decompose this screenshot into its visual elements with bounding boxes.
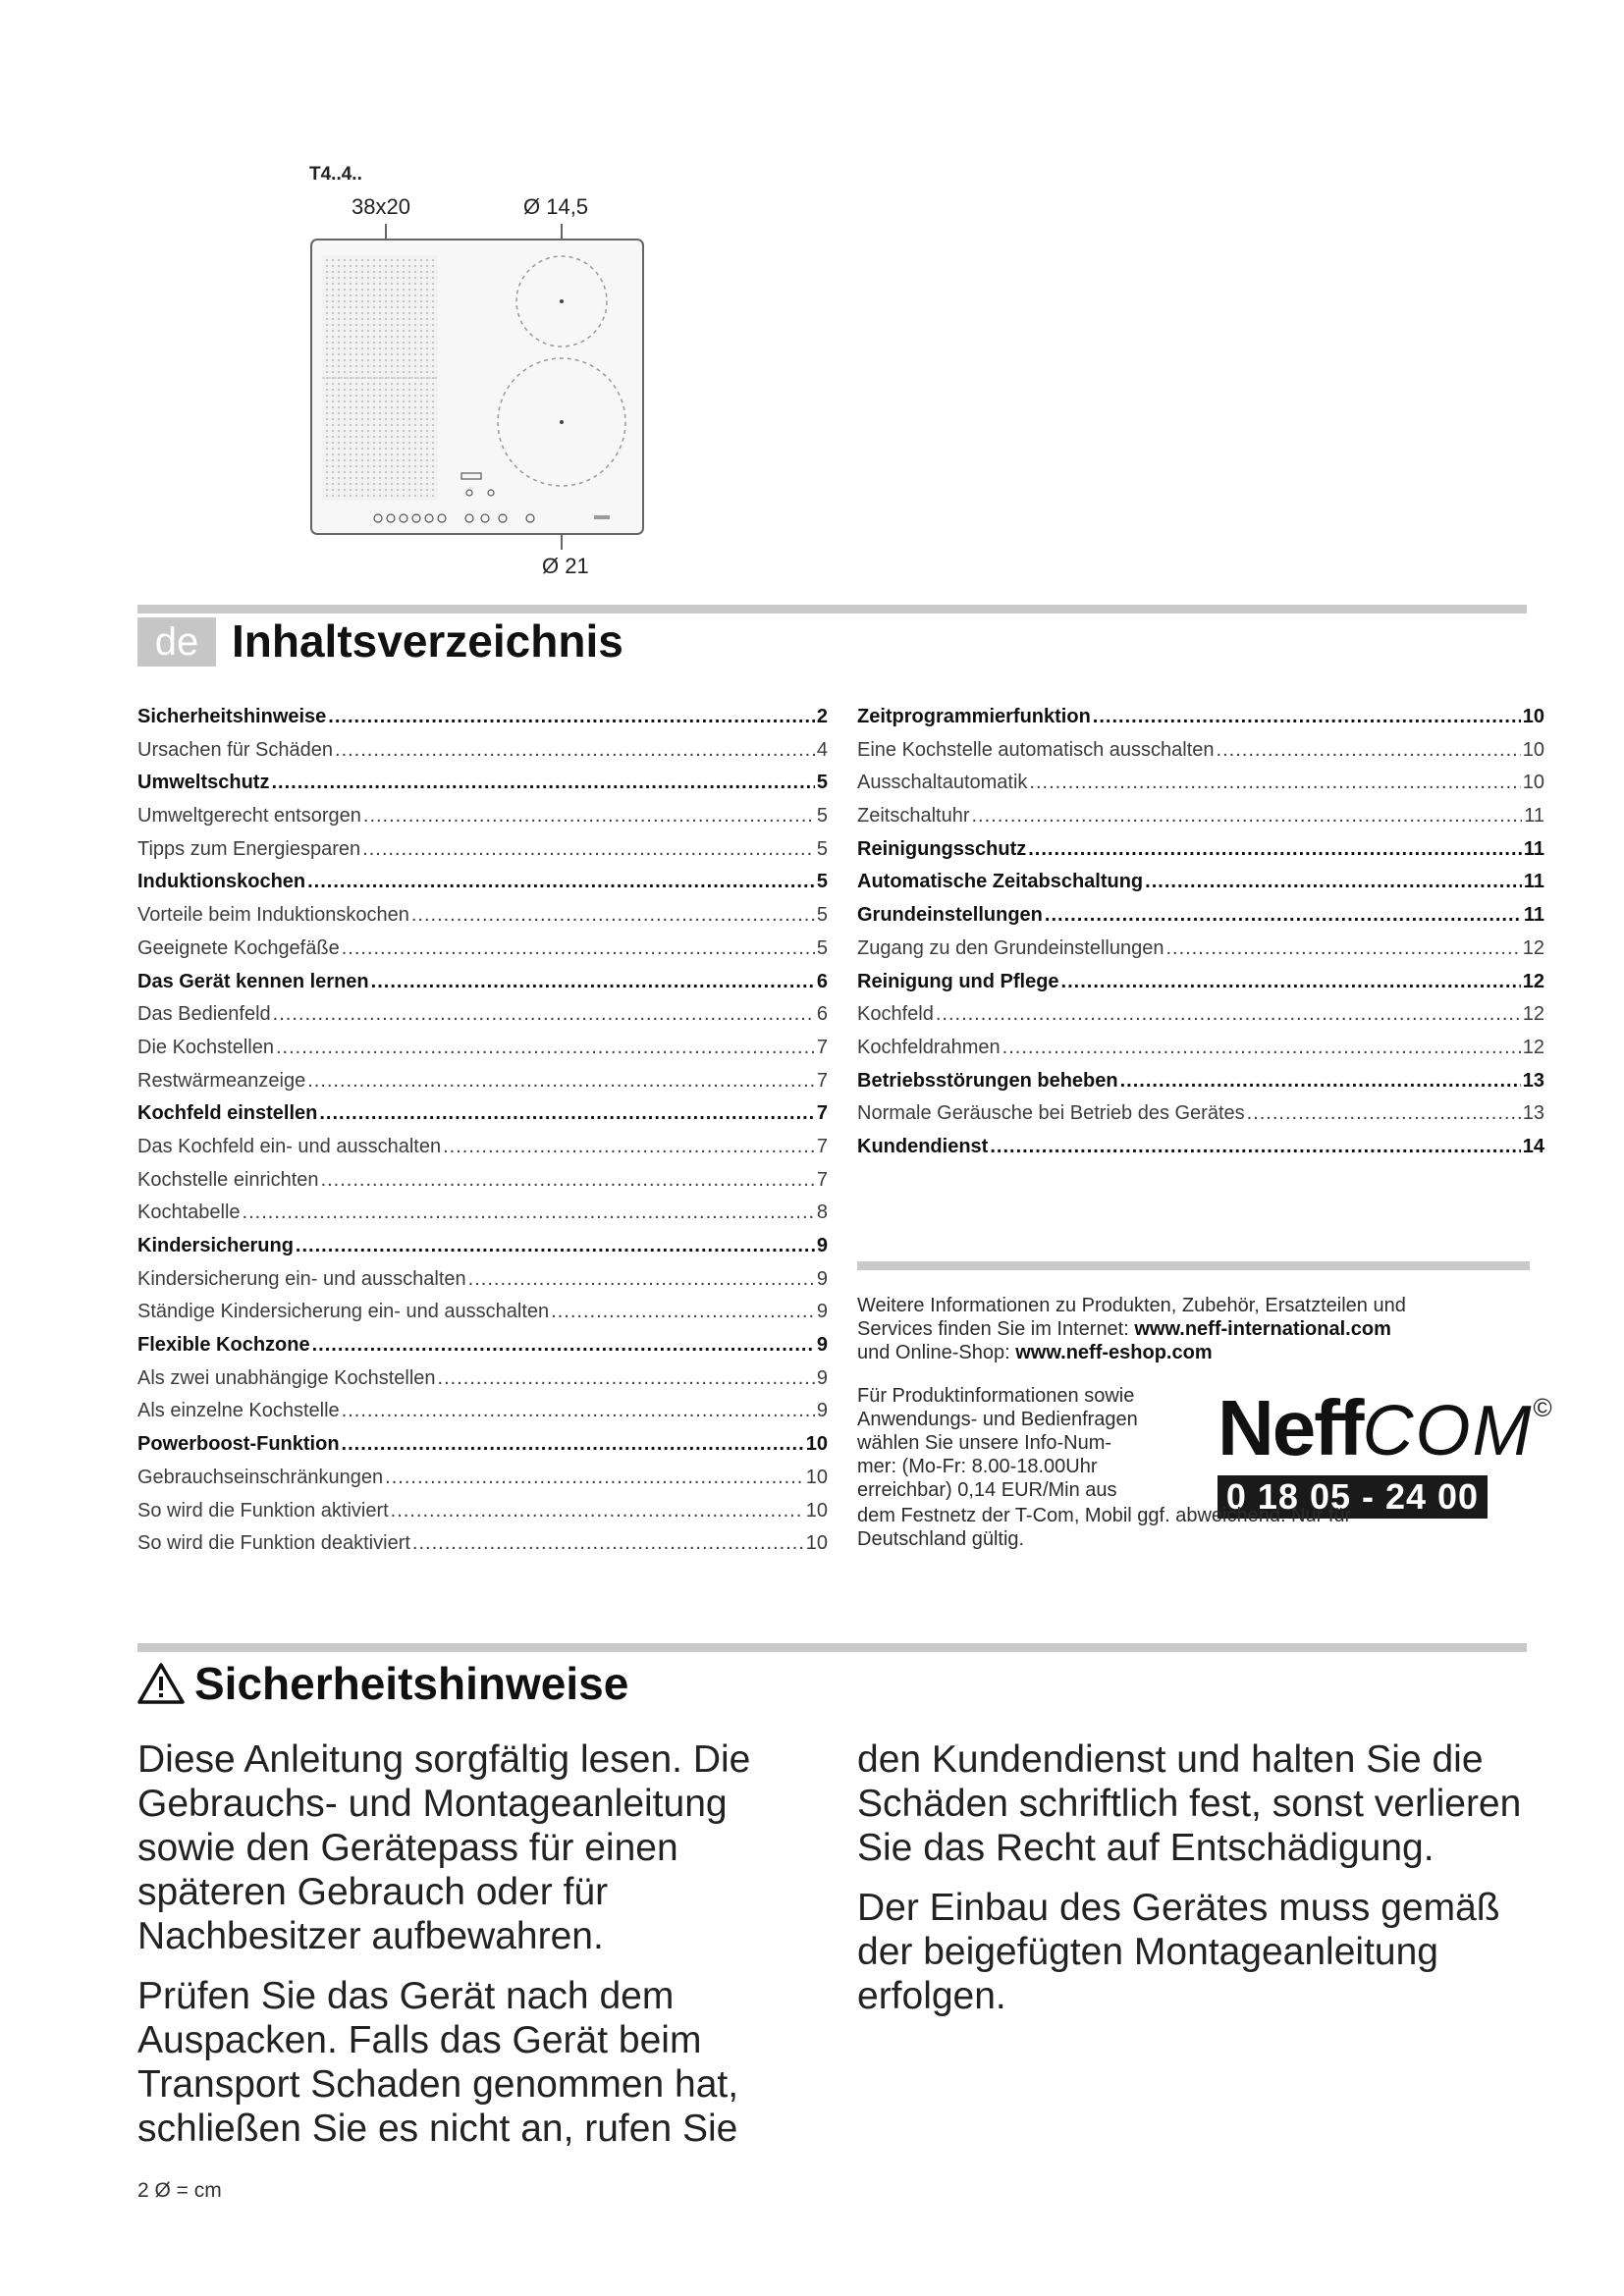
toc-subsection-entry[interactable] <box>137 1301 828 1334</box>
toc-page-number: 13 <box>1522 1069 1544 1092</box>
toc-page-number: 5 <box>816 805 828 828</box>
toc-leader-dots <box>342 1433 804 1456</box>
contact-line: Für Produktinformationen sowie <box>857 1385 1135 1407</box>
contact-line: erreichbar) 0,14 EUR/Min aus <box>857 1479 1117 1501</box>
toc-page-number: 5 <box>816 772 828 794</box>
toc-leader-dots <box>243 1201 815 1224</box>
toc-leader-dots <box>342 1400 815 1422</box>
url-shop[interactable]: www.neff-eshop.com <box>1015 1342 1213 1363</box>
toc-subsection-entry[interactable] <box>857 1102 1544 1136</box>
toc-leader-dots <box>335 739 815 762</box>
toc-leader-dots <box>438 1367 815 1390</box>
toc-entry-title: Kochfeld <box>857 1003 934 1026</box>
toc-subsection-entry[interactable] <box>137 1136 828 1169</box>
toc-leader-dots <box>1028 838 1522 861</box>
safety-paragraph: den Kundendienst und halten Sie die Schäden schriftlich fest, sonst verlieren Sie das Recht auf Entschädigung. <box>857 1738 1522 1869</box>
toc-subsection-entry[interactable] <box>137 1467 828 1500</box>
toc-page-number: 5 <box>816 871 828 893</box>
toc-page-number: 4 <box>816 738 828 761</box>
toc-leader-dots <box>936 1003 1521 1026</box>
toc-entry-title: Als zwei unabhängige Kochstellen <box>137 1366 436 1389</box>
toc-subsection-entry[interactable] <box>857 1037 1544 1070</box>
toc-page-number: 2 <box>816 706 828 727</box>
toc-page-number: 7 <box>816 1036 828 1058</box>
toc-page-number: 9 <box>816 1267 828 1290</box>
toc-subsection-entry[interactable] <box>137 1169 828 1202</box>
toc-entry-title: Normale Geräusche bei Betrieb des Gerätes <box>857 1102 1245 1125</box>
toc-page-number: 9 <box>816 1366 828 1389</box>
toc-page-number: 14 <box>1522 1135 1544 1157</box>
warning-triangle-icon <box>137 1662 185 1705</box>
tail-line-2: Deutschland gültig. <box>857 1528 1025 1550</box>
toc-entry-title: Tipps zum Energiesparen <box>137 837 361 860</box>
toc-entry-title: Zugang zu den Grundeinstellungen <box>857 936 1164 959</box>
toc-section-entry[interactable] <box>857 706 1544 739</box>
contact-line: Anwendungs- und Bedienfragen <box>857 1409 1138 1430</box>
toc-entry-title: Kindersicherung ein- und ausschalten <box>137 1267 466 1290</box>
toc-leader-dots <box>391 1500 804 1522</box>
toc-entry-title: Vorteile beim Induktionskochen <box>137 904 409 927</box>
toc-entry-title: Das Gerät kennen lernen <box>137 970 369 992</box>
toc-section-entry[interactable] <box>137 1235 828 1268</box>
toc-page-number: 10 <box>1522 772 1544 794</box>
toc-section-entry[interactable] <box>857 1070 1544 1103</box>
toc-page-number: 8 <box>816 1201 828 1224</box>
toc-page-number: 10 <box>1522 706 1544 727</box>
info-contact <box>857 1384 1211 1502</box>
toc-leader-dots <box>972 805 1523 828</box>
toc-page-number: 10 <box>805 1499 828 1522</box>
safety-right-column <box>857 1737 1525 2034</box>
toc-subsection-entry[interactable] <box>137 1070 828 1103</box>
toc-page-number: 9 <box>816 1400 828 1422</box>
toc-page-number: 12 <box>1522 1036 1544 1058</box>
flex-zone-size-label: 38x20 <box>352 194 410 219</box>
toc-entry-title: Grundeinstellungen <box>857 904 1043 927</box>
toc-page-number: 5 <box>816 904 828 927</box>
toc-leader-dots <box>307 1070 815 1093</box>
info-line-2: Services finden Sie im Internet: www.neff-international.com <box>857 1318 1391 1340</box>
toc-entry-title: Automatische Zeitabschaltung <box>857 871 1144 893</box>
toc-entry-title: Das Kochfeld ein- und ausschalten <box>137 1135 442 1157</box>
toc-leader-dots <box>273 1003 815 1026</box>
toc-leader-dots <box>321 1169 815 1192</box>
toc-leader-dots <box>468 1268 815 1291</box>
toc-entry-title: Kindersicherung <box>137 1235 294 1256</box>
toc-leader-dots <box>411 904 815 927</box>
hob-drawing <box>295 157 658 599</box>
toc-entry-title: Sicherheitshinweise <box>137 706 327 727</box>
toc-subsection-entry[interactable] <box>137 805 828 838</box>
toc-subsection-entry[interactable] <box>137 1201 828 1235</box>
toc-section-entry[interactable] <box>137 871 828 904</box>
toc-leader-dots <box>328 706 815 728</box>
toc-entry-title: Als einzelne Kochstelle <box>137 1400 340 1422</box>
toc-leader-dots <box>319 1102 815 1125</box>
toc-leader-dots <box>412 1532 804 1555</box>
toc-subsection-entry[interactable] <box>137 739 828 773</box>
toc-right-column <box>857 706 1544 1169</box>
toc-entry-title: Reinigung und Pflege <box>857 970 1059 992</box>
toc-leader-dots <box>1217 739 1521 762</box>
safety-paragraph: Diese Anleitung sorgfältig lesen. Die Gebrauchs- und Montageanleitung sowie den Gerätepass für einen späteren Gebrauch oder für Nachbesitzer aufbewahren. <box>137 1738 751 1957</box>
toc-section-entry[interactable] <box>857 904 1544 937</box>
toc-leader-dots <box>362 838 815 861</box>
toc-entry-title: So wird die Funktion aktiviert <box>137 1499 389 1522</box>
toc-entry-title: Kochfeldrahmen <box>857 1036 1001 1058</box>
toc-leader-dots <box>1029 772 1520 794</box>
toc-page-number: 9 <box>816 1301 828 1323</box>
toc-leader-dots <box>312 1334 815 1357</box>
contact-line: wählen Sie unsere Info-Num- <box>857 1432 1112 1454</box>
toc-section-entry[interactable] <box>137 971 828 1004</box>
toc-leader-dots <box>271 772 814 794</box>
safety-left-column <box>137 1737 825 2166</box>
toc-page-number: 9 <box>816 1235 828 1256</box>
toc-entry-title: Kochfeld einstellen <box>137 1102 318 1125</box>
toc-entry-title: Kundendienst <box>857 1135 989 1157</box>
safety-paragraph: Prüfen Sie das Gerät nach dem Auspacken. Falls das Gerät beim Transport Schaden genommen hat, schließen Sie es nicht an, rufen Sie <box>137 1975 739 2150</box>
toc-leader-dots <box>307 871 815 893</box>
toc-subsection-entry[interactable] <box>137 1003 828 1037</box>
toc-entry-title: Flexible Kochzone <box>137 1334 310 1357</box>
toc-entry-title: Restwärmeanzeige <box>137 1069 306 1092</box>
url-international[interactable]: www.neff-international.com <box>1134 1318 1391 1340</box>
toc-subsection-entry[interactable] <box>857 772 1544 805</box>
toc-page-number: 10 <box>805 1532 828 1555</box>
page-footer: 2 Ø = cm <box>137 2179 222 2202</box>
toc-page-number: 7 <box>816 1102 828 1125</box>
toc-leader-dots <box>990 1136 1520 1158</box>
toc-subsection-entry[interactable] <box>137 1037 828 1070</box>
toc-leader-dots <box>1061 971 1521 993</box>
language-badge: de <box>137 617 216 667</box>
toc-leader-dots <box>276 1037 815 1059</box>
contact-line: mer: (Mo-Fr: 8.00-18.00Uhr <box>857 1456 1098 1477</box>
toc-title: Inhaltsverzeichnis <box>232 615 623 667</box>
tail-line-1: dem Festnetz der T-Com, Mobil ggf. abweichend. Nur für <box>857 1505 1352 1526</box>
toc-entry-title: Geeignete Kochgefäße <box>137 936 340 959</box>
hob-diagram <box>295 157 658 599</box>
toc-page-number: 10 <box>805 1466 828 1488</box>
toc-leader-dots <box>1165 937 1520 960</box>
toc-left-column <box>137 706 828 1566</box>
toc-section-entry[interactable] <box>137 772 828 805</box>
toc-subsection-entry[interactable] <box>137 937 828 971</box>
toc-subsection-entry[interactable] <box>857 805 1544 838</box>
toc-entry-title: Ursachen für Schäden <box>137 738 334 761</box>
toc-entry-title: Umweltgerecht entsorgen <box>137 805 361 828</box>
toc-page-number: 13 <box>1522 1102 1544 1125</box>
toc-leader-dots <box>1247 1102 1521 1125</box>
large-zone-center <box>560 420 564 424</box>
toc-section-entry[interactable] <box>137 706 828 739</box>
toc-leader-dots <box>1093 706 1521 728</box>
toc-leader-dots <box>342 937 815 960</box>
info-line-3: und Online-Shop: www.neff-eshop.com <box>857 1342 1213 1363</box>
toc-entry-title: Zeitprogrammierfunktion <box>857 706 1091 727</box>
toc-section-entry[interactable] <box>857 1136 1544 1169</box>
toc-entry-title: Eine Kochstelle automatisch ausschalten <box>857 738 1215 761</box>
toc-page-number: 10 <box>805 1433 828 1456</box>
toc-top-rule <box>137 605 1527 614</box>
brand-mark <box>594 515 610 519</box>
safety-title: Sicherheitshinweise <box>194 1658 629 1709</box>
toc-subsection-entry[interactable] <box>137 1367 828 1401</box>
toc-subsection-entry[interactable] <box>137 1500 828 1533</box>
toc-page-number: 12 <box>1522 936 1544 959</box>
toc-subsection-entry[interactable] <box>137 904 828 937</box>
toc-leader-dots <box>1045 904 1522 927</box>
toc-page-number: 5 <box>816 936 828 959</box>
flexible-cooking-zone <box>322 255 438 501</box>
toc-page-number: 6 <box>816 1003 828 1026</box>
toc-page-number: 7 <box>816 1069 828 1092</box>
toc-entry-title: Zeitschaltuhr <box>857 805 970 828</box>
small-zone-diameter-label: Ø 14,5 <box>523 194 589 219</box>
info-tail <box>857 1504 1535 1551</box>
toc-section-entry[interactable] <box>137 1102 828 1136</box>
toc-leader-dots <box>296 1235 815 1257</box>
toc-leader-dots <box>363 805 815 828</box>
toc-section-entry[interactable] <box>857 971 1544 1004</box>
toc-section-entry[interactable] <box>857 871 1544 904</box>
info-top-rule <box>857 1261 1530 1270</box>
large-zone-diameter-label: Ø 21 <box>542 554 589 578</box>
neff-wordmark: NeffCOM© <box>1218 1384 1552 1471</box>
hotline-number: 0 18 05 - 24 00 25 <box>1218 1475 1488 1519</box>
toc-page-number: 7 <box>816 1168 828 1191</box>
toc-subsection-entry[interactable] <box>137 1400 828 1433</box>
neffcom-logo <box>1218 1384 1552 1560</box>
toc-page-number: 9 <box>816 1334 828 1357</box>
toc-leader-dots <box>385 1467 804 1489</box>
toc-page-number: 11 <box>1524 805 1544 828</box>
model-code: T4..4.. <box>309 164 362 185</box>
toc-entry-title: Betriebsstörungen beheben <box>857 1069 1118 1092</box>
toc-entry-title: Die Kochstellen <box>137 1036 274 1058</box>
toc-entry-title: So wird die Funktion deaktiviert <box>137 1532 410 1555</box>
safety-top-rule <box>137 1643 1527 1652</box>
toc-page-number: 11 <box>1523 904 1544 927</box>
toc-entry-title: Umweltschutz <box>137 772 270 794</box>
toc-leader-dots <box>1145 871 1522 893</box>
toc-entry-title: Ausschaltautomatik <box>857 772 1028 794</box>
toc-leader-dots <box>1002 1037 1521 1059</box>
toc-subsection-entry[interactable] <box>857 937 1544 971</box>
toc-section-entry[interactable] <box>857 838 1544 872</box>
toc-subsection-entry[interactable] <box>857 1003 1544 1037</box>
safety-heading <box>137 1657 628 1710</box>
toc-entry-title: Reinigungsschutz <box>857 837 1027 860</box>
toc-entry-title: Induktionskochen <box>137 871 306 893</box>
toc-page-number: 6 <box>816 970 828 992</box>
info-line-1: Weitere Informationen zu Produkten, Zubehör, Ersatzteilen und <box>857 1295 1406 1316</box>
safety-paragraph: Der Einbau des Gerätes muss gemäß der beigefügten Montageanleitung erfolgen. <box>857 1887 1500 2017</box>
toc-page-number: 11 <box>1523 837 1544 860</box>
small-zone-center <box>560 299 564 303</box>
toc-entry-title: Das Bedienfeld <box>137 1003 271 1026</box>
toc-leader-dots <box>551 1301 815 1323</box>
toc-entry-title: Kochstelle einrichten <box>137 1168 319 1191</box>
toc-leader-dots <box>443 1136 815 1158</box>
toc-leader-dots <box>371 971 815 993</box>
toc-page-number: 12 <box>1522 970 1544 992</box>
toc-page-number: 10 <box>1522 738 1544 761</box>
toc-section-entry[interactable] <box>137 1334 828 1367</box>
toc-entry-title: Ständige Kindersicherung ein- und ausschalten <box>137 1301 550 1323</box>
toc-subsection-entry[interactable] <box>857 739 1544 773</box>
toc-page-number: 12 <box>1522 1003 1544 1026</box>
toc-section-entry[interactable] <box>137 1433 828 1467</box>
toc-entry-title: Powerboost-Funktion <box>137 1433 340 1456</box>
toc-page-number: 11 <box>1523 871 1544 893</box>
toc-entry-title: Gebrauchseinschränkungen <box>137 1466 384 1488</box>
info-links <box>857 1294 1535 1364</box>
toc-subsection-entry[interactable] <box>137 1268 828 1302</box>
toc-entry-title: Kochtabelle <box>137 1201 241 1224</box>
toc-leader-dots <box>1120 1070 1521 1093</box>
toc-page-number: 5 <box>816 837 828 860</box>
toc-subsection-entry[interactable] <box>137 1532 828 1566</box>
toc-page-number: 7 <box>816 1135 828 1157</box>
toc-subsection-entry[interactable] <box>137 838 828 872</box>
